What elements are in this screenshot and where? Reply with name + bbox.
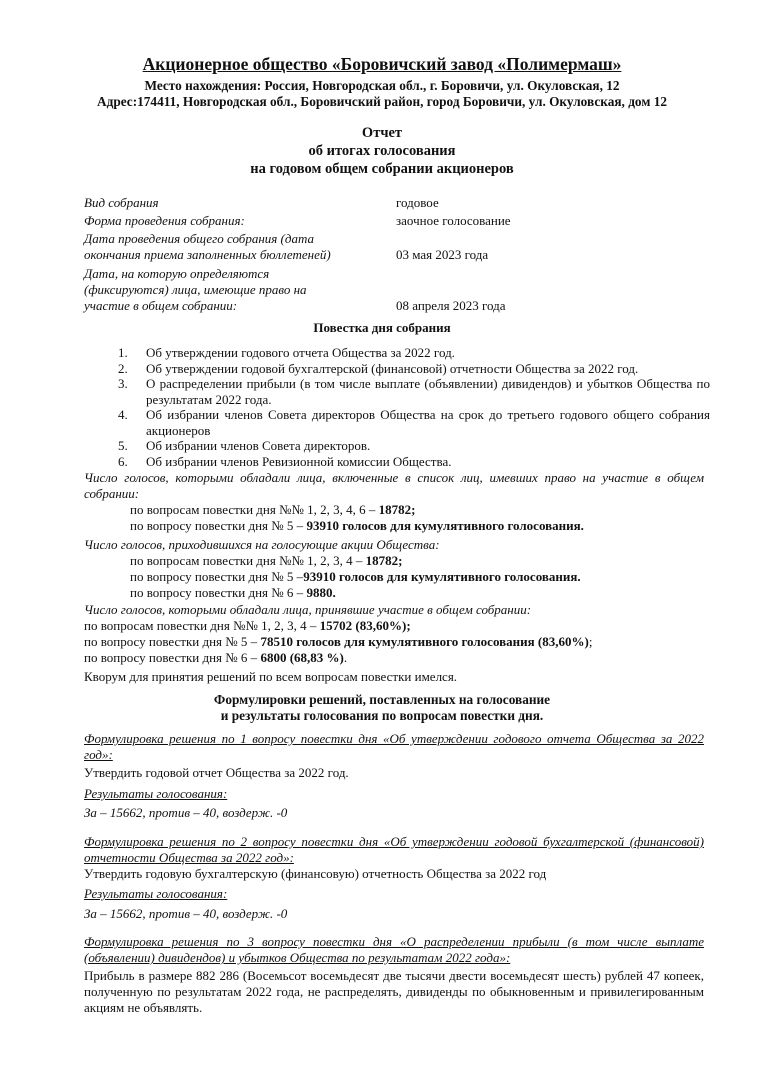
report-subtitle-1: об итогах голосования <box>308 143 456 159</box>
votes-participated-block <box>84 602 704 666</box>
company-name: Акционерное общество «Боровичский завод «Полимермаш» <box>142 54 622 74</box>
meeting-form-label: Форма проведения собрания: <box>84 213 245 228</box>
votes-shares-line <box>84 553 704 569</box>
votes-list-intro: Число голосов, которыми обладали лица, включенные в список лиц, имевших право на участие в общем собрании: <box>84 470 704 501</box>
votes-shares-block <box>84 537 704 601</box>
agenda-title: Повестка дня собрания <box>313 320 451 335</box>
agenda-item-text: Об избрании членов Ревизионной комиссии Общества. <box>146 453 452 469</box>
votes-text: по вопросу повестки дня № 5 – <box>130 569 304 584</box>
decision-1-text: Утвердить годовой отчет Общества за 2022 год. <box>84 765 349 780</box>
votes-text: по вопросам повестки дня №№ 1, 2, 3, 4, 6 – <box>130 502 379 517</box>
votes-participated-line <box>84 634 704 650</box>
votes-list-block <box>84 470 704 534</box>
company-address: Адрес:174411, Новгородская обл., Боровичский район, город Боровичи, ул. Окуловская, дом 12 <box>97 94 667 109</box>
votes-list-line <box>84 502 704 518</box>
quorum-statement: Кворум для принятия решений по всем вопросам повестки имелся. <box>84 669 458 684</box>
votes-shares-line <box>84 585 704 601</box>
agenda-item-number: 1. <box>118 345 128 360</box>
agenda-item-number: 3. <box>118 376 128 391</box>
agenda-item-text: О распределении прибыли (в том числе выплате (объявлении) дивидендов) и убытков Общества по результатам 2022 года. <box>146 376 710 407</box>
agenda-item-number: 4. <box>118 407 128 422</box>
votes-shares-line <box>84 569 704 585</box>
decision-2-results-label: Результаты голосования: <box>84 886 228 901</box>
votes-number: 15702 (83,60%); <box>319 618 411 633</box>
agenda-item <box>110 407 710 438</box>
report-subtitle-2: на годовом общем собрании акционеров <box>250 161 514 177</box>
decision-3-text: Прибыль в размере 882 286 (Восемьсот восемьдесят две тысячи двести восемьдесят шесть) рублей 47 копеек, полученную по результатам 2022 года, не распределять, дивиденды по обыкновенным и привилегированным акциям не объявлять. <box>84 968 704 1015</box>
votes-text: по вопросу повестки дня № 6 – <box>84 650 261 665</box>
agenda-item-text: Об утверждении годового отчета Общества за 2022 год. <box>146 345 455 360</box>
agenda-item <box>110 438 710 454</box>
decision-1-results-label: Результаты голосования: <box>84 786 228 801</box>
decision-1-results: За – 15662, против – 40, воздерж. -0 <box>84 805 288 820</box>
agenda-item <box>110 376 710 407</box>
decision-1-heading: Формулировка решения по 1 вопросу повестки дня «Об утверждении годового отчета Общества за 2022 год»: <box>84 731 704 762</box>
agenda-item <box>110 454 710 470</box>
votes-list-line <box>84 518 704 534</box>
meeting-type-label: Вид собрания <box>84 195 159 210</box>
votes-text: . <box>343 650 348 665</box>
votes-text: по вопросу повестки дня № 5 – <box>130 518 307 533</box>
votes-number: 93910 голосов для кумулятивного голосования. <box>303 569 581 584</box>
company-location: Место нахождения: Россия, Новгородская обл., г. Боровичи, ул. Окуловская, 12 <box>144 78 620 93</box>
votes-text: ; <box>588 634 593 649</box>
agenda-item <box>110 361 710 377</box>
agenda-item <box>110 345 710 361</box>
agenda-item-number: 6. <box>118 453 128 469</box>
meeting-type-value: годовое <box>396 195 439 210</box>
votes-text: по вопросу повестки дня № 5 – <box>84 634 261 649</box>
agenda-list <box>110 345 710 469</box>
votes-number: 93910 голосов для кумулятивного голосования. <box>306 518 584 533</box>
votes-number: 9880. <box>306 585 336 600</box>
votes-participated-intro: Число голосов, которыми обладали лица, принявшие участие в общем собрании: <box>84 602 532 617</box>
meeting-form-value: заочное голосование <box>396 213 511 228</box>
votes-text: по вопросам повестки дня №№ 1, 2, 3, 4 – <box>130 553 366 568</box>
agenda-item-number: 5. <box>118 438 128 453</box>
votes-number: 18782; <box>378 502 416 517</box>
votes-participated-line <box>84 618 704 634</box>
record-date-value: 08 апреля 2023 года <box>396 298 506 313</box>
decision-2-heading: Формулировка решения по 2 вопросу повестки дня «Об утверждении годовой бухгалтерской (финансовой) отчетности Общества за 2022 год»: <box>84 834 704 865</box>
votes-text: по вопросам повестки дня №№ 1, 2, 3, 4 – <box>84 618 320 633</box>
meeting-date-label: Дата проведения общего собрания (дата окончания приема заполненных бюллетеней) <box>84 231 331 262</box>
decision-2-text: Утвердить годовую бухгалтерскую (финансовую) отчетность Общества за 2022 год <box>84 866 547 881</box>
votes-number: 18782; <box>365 553 403 568</box>
agenda-item-text: Об утверждении годовой бухгалтерской (финансовой) отчетности Общества за 2022 год. <box>146 360 639 376</box>
votes-shares-intro: Число голосов, приходившихся на голосующие акции Общества: <box>84 537 440 552</box>
votes-participated-line <box>84 650 704 666</box>
agenda-item-text: Об избрании членов Совета директоров Общества на срок до третьего годового общего собрания акционеров <box>146 407 710 438</box>
decision-3-heading: Формулировка решения по 3 вопросу повестки дня «О распределении прибыли (в том числе выплате (объявлении) дивидендов) и убытков Общества по результатам 2022 года»: <box>84 934 704 965</box>
votes-text: по вопросу повестки дня № 6 – <box>130 585 307 600</box>
record-date-label: Дата, на которую определяются (фиксируются) лица, имеющие право на участие в общем собрании: <box>84 266 307 313</box>
agenda-item-text: Об избрании членов Совета директоров. <box>146 438 371 453</box>
decisions-title: Формулировки решений, поставленных на голосование <box>213 692 551 707</box>
agenda-item-number: 2. <box>118 360 128 376</box>
report-title: Отчет <box>361 125 403 141</box>
votes-number: 6800 (68,83 %) <box>260 650 344 665</box>
decision-2-results: За – 15662, против – 40, воздерж. -0 <box>84 906 288 921</box>
votes-number: 78510 голосов для кумулятивного голосования (83,60%) <box>260 634 589 649</box>
meeting-date-value: 03 мая 2023 года <box>396 247 489 262</box>
decisions-subtitle: и результаты голосования по вопросам повестки дня. <box>220 708 544 723</box>
